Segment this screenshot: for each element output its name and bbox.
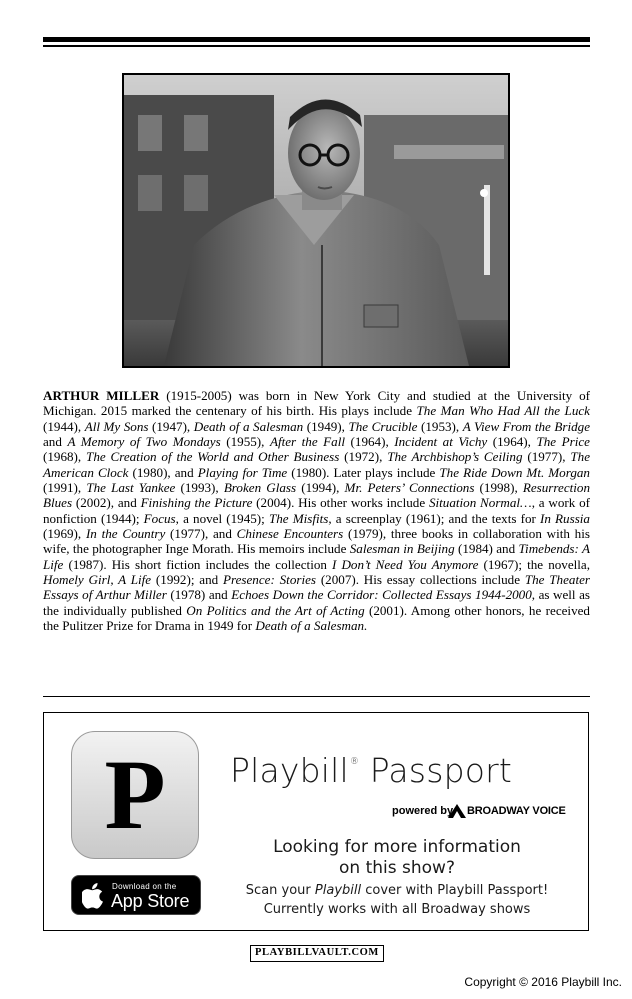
work-title: In the Country [85,526,166,542]
playbill-p-icon: P [104,739,166,850]
work-title: The Archbishop’s Ceiling [387,449,523,465]
work-title: A View From the Bridge [462,418,591,434]
badge-caption: Download on the [112,882,177,891]
bio-text: (1980), and [128,464,198,480]
work-title: In Russia [540,510,590,526]
scan-instruction-b: cover with Playbill Passport! [361,883,549,898]
bio-text: and [43,434,68,450]
scan-instruction-a: Scan your [245,883,315,898]
work-title: Focus [143,510,176,526]
bio-text: (2004). His other works include [252,495,429,511]
bio-text: (1915-2005) was born in New York City and studied at the University of Michigan. 2015 marked the centenary of his birth. His plays include [43,388,590,419]
work-title: Mr. Peters’ Connections [344,480,475,496]
broadway-voice-logo-icon [448,804,466,818]
bio-body [43,388,590,633]
work-title: Chinese Encounters [236,526,344,542]
scan-instruction-playbill: Playbill [314,883,362,898]
copyright-notice: Copyright © 2016 Playbill Inc. [464,975,622,989]
bio-text: (1967); the novella, [478,556,591,572]
bio-text: (1992); and [151,572,223,588]
info-headline-line1: Looking for more information [273,837,521,857]
work-title: The Ride Down Mt. Morgan [439,464,590,480]
work-title: The Man Who Had All the Luck [416,403,590,419]
passport-title-rest: Passport [359,751,513,790]
work-title: Playing for Time [197,464,288,480]
bio-text: (1980). Later plays include [287,464,440,480]
work-title: Echoes Down the Corridor: Collected Essays 1944-2000 [231,587,532,603]
bio-text: (1987). His short fiction includes the collection [63,556,333,572]
work-title: Incident at Vichy [394,434,488,450]
broadway-voice-label: BROADWAY VOICE [467,805,566,817]
bio-text: (1947), [148,418,194,434]
bio-text: , a screenplay (1961); and the texts for [328,510,541,526]
top-rule-thick [43,37,590,42]
author-name: ARTHUR MILLER [43,388,160,403]
author-bio [43,388,590,634]
work-title: Finishing the Picture [140,495,253,511]
playbill-vault-link[interactable]: PLAYBILLVAULT.COM [250,945,384,962]
bio-text: (1994), [296,480,345,496]
work-title: Death of a Salesman. [255,618,368,634]
passport-title-brand: Playbill [230,751,349,790]
registered-mark: ® [349,757,360,767]
bio-text: (1964), [487,434,537,450]
work-title: Salesman in Beijing [349,541,455,557]
work-title: Death of a Salesman [193,418,304,434]
bio-text: (1955), [220,434,270,450]
bio-text: (1991), [43,480,87,496]
apple-icon [82,883,104,909]
work-title: The Theater Essays of Arthur Miller [43,572,590,603]
bio-text: , a novel (1945); [175,510,269,526]
bio-text: (1972), [339,449,388,465]
passport-title [230,751,570,790]
work-title: The American Clock [43,449,590,480]
work-title: Resurrection Blues [43,480,591,511]
playbill-app-icon[interactable] [71,731,199,859]
bio-text: (1944), [43,418,85,434]
bio-text: (1953), [417,418,463,434]
bio-text: (1968), [43,449,87,465]
bio-text: (1949), [303,418,349,434]
bio-text: , as well as the individually published [43,587,591,618]
scan-instruction [220,883,574,898]
bio-text: (1984) and [454,541,519,557]
bio-text: (1978) and [166,587,232,603]
work-title: The Misfits [268,510,329,526]
bio-text: , a work of nonfiction (1944); [43,495,590,526]
bio-text: (1977), and [165,526,237,542]
work-title: Presence: Stories [222,572,317,588]
bio-text: (1964), [345,434,395,450]
broadway-compat-note: Currently works with all Broadway shows [263,902,531,917]
bio-text: (1979), three books in collaboration with his wife, the photographer Inge Morath. His memoirs include [43,526,590,557]
work-title: After the Fall [269,434,346,450]
work-title: The Last Yankee [86,480,176,496]
top-rule-thin [43,45,590,47]
bio-text: (2002), and [72,495,141,511]
section-divider [43,696,590,697]
work-title: All My Sons [84,418,149,434]
bio-text: (1969), [43,526,86,542]
bio-text: (2007). His essay collections include [316,572,525,588]
bio-text: (1993), [175,480,224,496]
app-store-badge[interactable] [71,875,201,915]
bio-text: (2001). Among other honors, he received the Pulitzer Prize for Drama in 1949 for [43,602,590,634]
work-title: The Crucible [348,418,418,434]
work-title: Broken Glass [223,480,297,496]
badge-store-name: App Store [111,891,190,911]
work-title: Timebends: A Life [43,541,590,572]
work-title: The Creation of the World and Other Business [86,449,340,465]
work-title: On Politics and the Art of Acting [186,602,365,618]
author-photo-image [124,75,508,366]
work-title: A Memory of Two Mondays [67,434,221,450]
info-headline-line2: on this show? [339,858,455,878]
work-title: The Price [536,434,590,450]
bio-text: (1977), [522,449,571,465]
work-title: I Don’t Need You Anymore [332,556,479,572]
playbill-passport-ad [43,712,589,931]
powered-by-label: powered by [392,805,454,817]
work-title: Homely Girl, A Life [43,572,152,588]
author-photo [122,73,510,368]
work-title: Situation Normal… [428,495,532,511]
bio-text: (1998), [474,480,523,496]
